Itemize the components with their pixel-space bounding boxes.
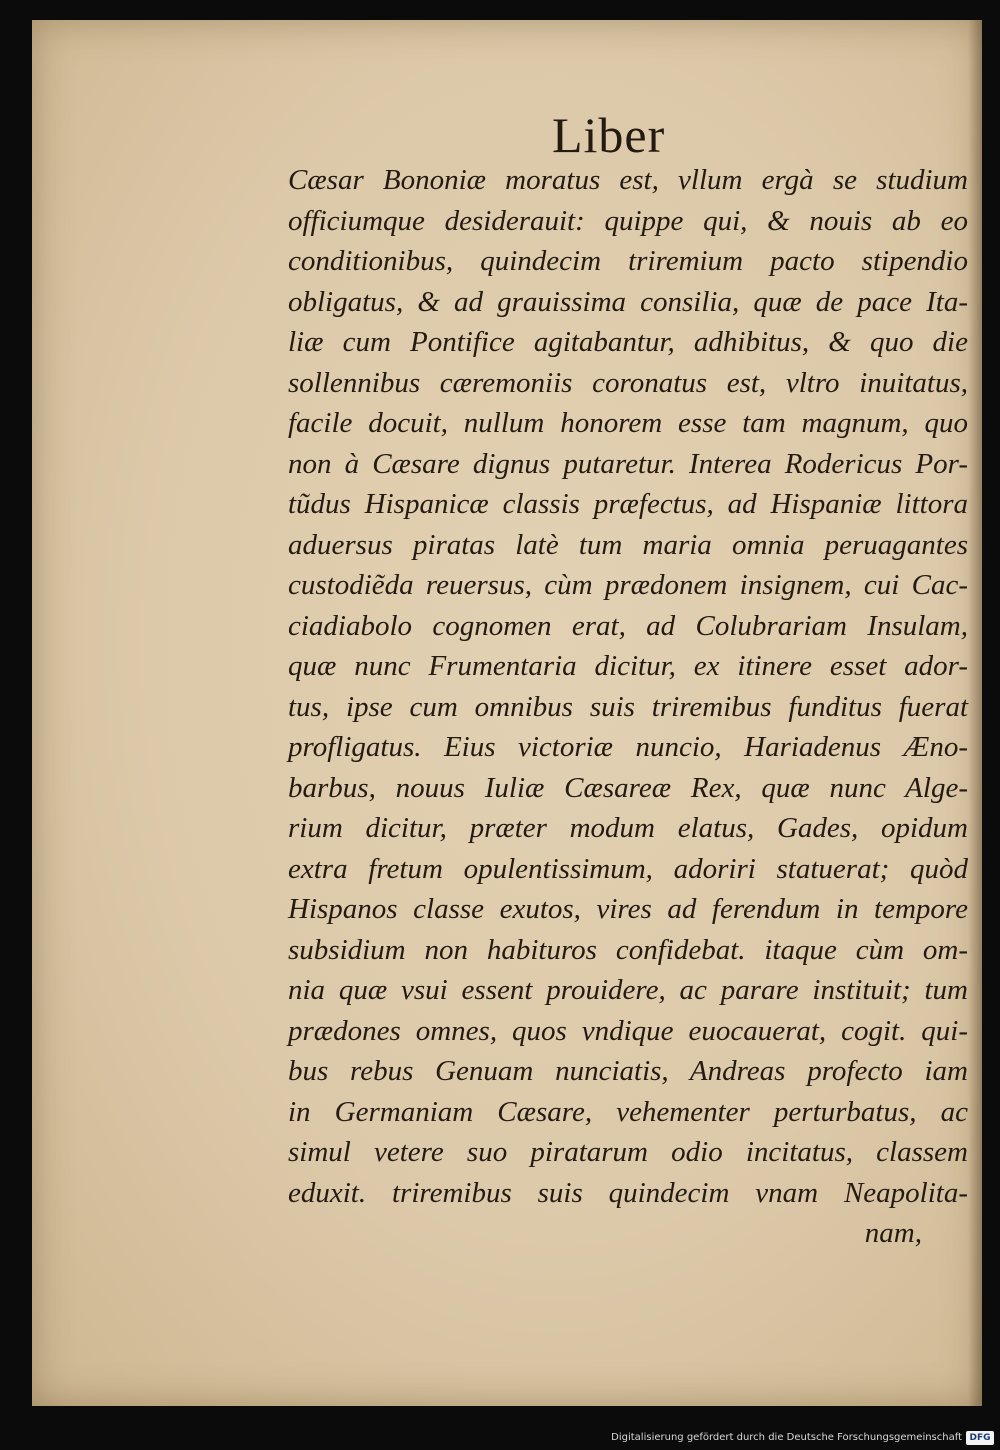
text-line: in Germaniam Cæsare, vehementer perturbatus, ac [288, 1095, 968, 1128]
text-line: prædones omnes, quos vndique euocauerat, cogit. qui- [288, 1014, 968, 1047]
text-line: sollennibus cæremoniis coronatus est, vltro inuitatus, [288, 366, 968, 399]
text-line: profligatus. Eius victoriæ nuncio, Hariadenus Æno- [288, 731, 968, 763]
text-line: aduersus piratas latè tum maria omnia peruagantes [288, 528, 968, 561]
text-line: rium dicitur, præter modum elatus, Gades, opidum [288, 812, 968, 844]
text-line: eduxit. triremibus suis quindecim vnam Neapolita- [288, 1176, 968, 1209]
running-head: Liber [552, 107, 666, 163]
text-line: simul vetere suo piratarum odio incitatus, classem [288, 1136, 968, 1168]
text-line: officiumque desiderauit: quippe qui, & nouis ab eo [288, 204, 968, 237]
text-line: subsidium non habituros confidebat. itaque cùm om- [288, 933, 968, 966]
text-line: facile docuit, nullum honorem esse tam magnum, quo [288, 407, 968, 439]
text-line: Cæsar Bononiæ moratus est, vllum ergà se studium [288, 164, 968, 196]
text-line: barbus, nouus Iuliæ Cæsareæ Rex, quæ nunc Alge- [288, 771, 968, 804]
text-line: nia quæ vsui essent prouidere, ac parare instituit; tum [288, 974, 968, 1006]
dfg-logo: DFG [966, 1431, 994, 1445]
text-line: tus, ipse cum omnibus suis triremibus funditus fuerat [288, 690, 968, 723]
text-line: obligatus, & ad grauissima consilia, quæ de pace Ita- [288, 285, 968, 318]
text-line: tũdus Hispanicæ classis præfectus, ad Hispaniæ littora [288, 488, 968, 520]
text-line: non à Cæsare dignus putaretur. Interea Rodericus Por- [288, 447, 968, 480]
text-line: custodiẽda reuersus, cùm prædonem insignem, cui Cac- [288, 569, 968, 601]
catchword: nam, [864, 1217, 922, 1249]
text-line: conditionibus, quindecim triremium pacto stipendio [288, 245, 968, 277]
funding-notice: Digitalisierung gefördert durch die Deutsche Forschungsgemeinschaft [611, 1432, 962, 1443]
text-line: quæ nunc Frumentaria dicitur, ex itinere esset ador- [288, 650, 968, 682]
text-line: liæ cum Pontifice agitabantur, adhibitus, & quo die [288, 326, 968, 358]
text-line: Hispanos classe exutos, vires ad ferendum in tempore [288, 893, 968, 925]
text-line: extra fretum opulentissimum, adoriri statuerat; quòd [288, 852, 968, 885]
digitization-footer [0, 1430, 1000, 1450]
text-line: bus rebus Genuam nunciatis, Andreas profecto iam [288, 1055, 968, 1087]
body-text [288, 160, 968, 1254]
page-edge-shadow [968, 20, 982, 1406]
text-line: ciadiabolo cognomen erat, ad Colubrariam Insulam, [288, 609, 968, 642]
